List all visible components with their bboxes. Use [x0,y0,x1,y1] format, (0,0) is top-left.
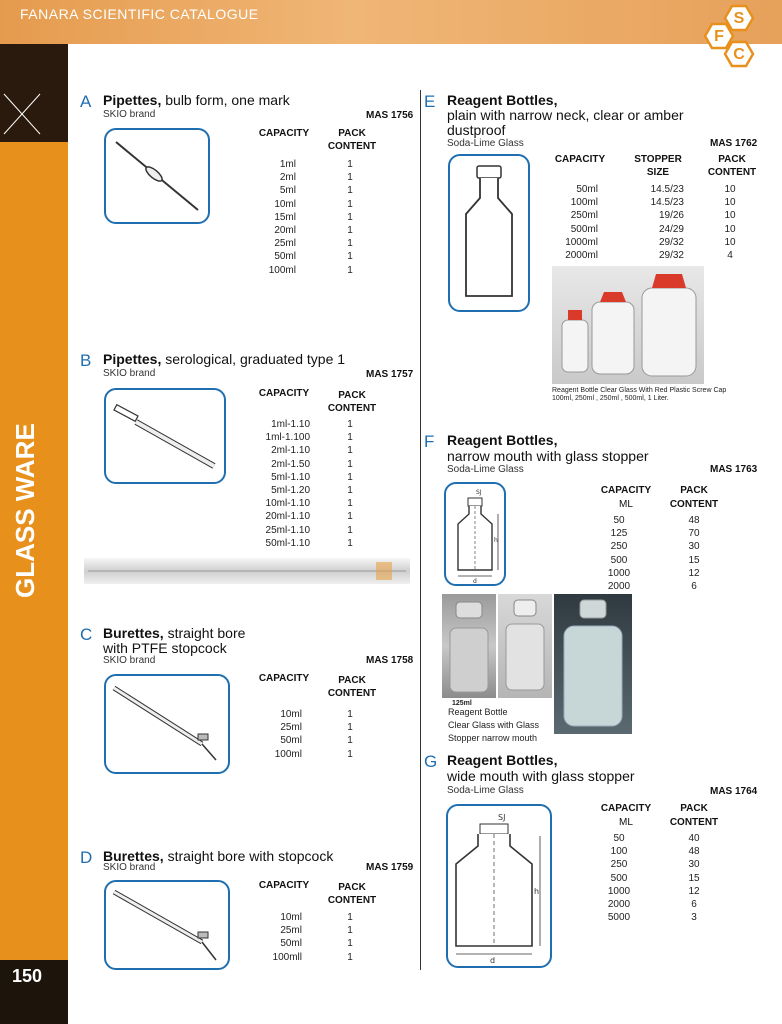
table-cell: 48 [688,515,700,526]
table-cell: 2000 [607,581,631,593]
narrow-bottle-drawing [450,156,528,310]
section-d-brand: SKIO brand [103,862,156,873]
serological-pipette-image [104,388,226,484]
table-cell: 250ml [570,210,598,222]
section-c-capacity-list [240,708,302,761]
section-b-brand: SKIO brand [103,368,156,379]
section-d-col-content: CONTENT [327,895,377,906]
section-b-title-rest: serological, graduated type 1 [161,351,346,367]
table-cell: 1ml-1.100 [265,432,310,444]
narrow-mouth-photo-1 [442,594,496,698]
table-cell: 1 [347,925,353,937]
section-c-title-rest: straight bore [163,625,246,641]
table-cell: 40 [688,833,700,844]
section-e-brand: Soda-Lime Glass [447,138,524,149]
section-c-title [103,625,245,641]
table-cell: 1 [347,225,353,237]
table-cell: 2000ml [565,250,598,262]
photo-2-bottle [498,594,552,698]
section-b-pack-list [340,418,360,550]
table-cell: 50 [613,515,625,526]
table-cell: 500ml [570,223,598,235]
photo-3-bottle [554,594,632,734]
logo-letter-c: C [733,46,745,63]
section-d-pack-list [340,911,360,964]
section-b-title-bold: Pipettes, [103,351,162,367]
table-cell: 1000 [607,885,631,897]
table-cell: 30 [688,859,700,871]
pipette-bulb-image [104,128,210,224]
table-cell: 1 [347,709,353,720]
narrow-mouth-caption-line1: Reagent Bottle [448,707,508,717]
table-cell: 20ml [274,225,296,237]
section-c-col-pack: PACK [338,675,366,686]
section-letter-a: A [80,92,92,111]
section-a-col-pack: PACK [338,128,366,139]
table-cell: 10ml [280,912,302,923]
burette-stopcock-image [104,880,230,970]
sidebar-category-label [10,552,41,598]
table-cell: 1000ml [565,236,598,248]
table-cell: 2000 [607,899,631,911]
dim-label-h: h [534,887,540,896]
table-cell: 1 [347,471,353,483]
table-cell: 6 [691,581,697,593]
section-e-col-size: SIZE [646,167,670,178]
section-f-title-bold: Reagent Bottles, [447,432,558,448]
dim-label-d: d [473,578,477,584]
table-cell: 1ml [279,159,296,170]
section-a-code: MAS 1756 [366,110,414,121]
section-c-title-bold: Burettes, [103,625,164,641]
narrow-mouth-bottle-drawing [446,484,504,584]
table-cell: 25ml [274,238,296,250]
section-e-pack-list [720,183,740,262]
section-c-code: MAS 1758 [366,655,414,666]
section-d-code: MAS 1759 [366,862,414,873]
table-cell: 10 [724,197,736,209]
section-c-col-capacity: CAPACITY [258,673,310,684]
section-a-title-rest: bulb form, one mark [161,92,290,108]
section-f-col-pack: PACK [680,485,708,496]
section-g-brand: Soda-Lime Glass [447,785,524,796]
reagent-bottles-red-cap-photo [552,266,704,384]
table-cell: 1 [347,445,353,457]
section-a-brand: SKIO brand [103,109,156,120]
table-cell: 24/29 [658,223,684,235]
table-cell: 30 [688,541,700,553]
section-letter-d: D [80,848,93,867]
section-e-title-bold: Reagent Bottles, [447,92,558,108]
table-cell: 1 [347,458,353,470]
table-cell: 5ml-1.20 [271,485,310,497]
section-a-col-capacity: CAPACITY [258,128,310,139]
table-cell: 1000 [607,567,631,579]
section-e-col-content: CONTENT [707,167,757,178]
section-e-title-line2: plain with narrow neck, clear or amber [447,107,684,123]
logo-letter-f: F [714,28,724,45]
table-cell: 50ml [274,251,296,263]
table-cell: 10ml-1.10 [265,498,310,510]
dim-label-sj: SJ [476,489,482,496]
section-g-col-pack: PACK [680,803,708,814]
section-b-col-capacity: CAPACITY [258,388,310,399]
section-f-capacity-list [596,514,642,593]
dim-label-d: d [490,956,496,965]
narrow-mouth-caption-line2: Clear Glass with Glass [448,720,540,730]
table-cell: 500 [610,872,628,884]
dim-label-sj: SJ [498,813,506,822]
table-cell: 2ml [279,172,296,184]
table-cell: 29/32 [658,250,684,262]
table-cell: 10ml [280,709,302,720]
table-cell: 50 [613,833,625,844]
section-letter-g: G [424,752,438,771]
photo-label-125ml: 125ml [452,700,472,707]
table-cell: 1 [347,524,353,536]
section-g-capacity-list [596,832,642,924]
table-cell: 1 [347,485,353,497]
section-letter-f: F [424,432,435,451]
bulb-pipette-drawing [106,130,208,222]
section-f-code: MAS 1763 [710,464,758,475]
section-e-col-pack: PACK [718,154,746,165]
section-g-col-content: CONTENT [669,817,719,828]
table-cell: 25ml [280,722,302,734]
wide-mouth-bottle-drawing [448,806,550,966]
red-cap-photo-caption-line2: 100ml, 250ml , 250ml , 500ml, 1 Liter. [552,395,669,402]
section-c-pack-list [340,708,360,761]
section-e-capacity-list [540,183,598,262]
section-e-code: MAS 1762 [710,138,758,149]
table-cell: 1 [347,511,353,523]
table-cell: 1 [347,238,353,250]
table-cell: 5ml-1.10 [271,471,310,483]
burette-ptfe-drawing [106,676,228,772]
table-cell: 50ml [280,938,302,950]
pipette-photo-markings [84,558,410,584]
table-cell: 1 [347,198,353,210]
table-cell: 1 [347,159,353,170]
section-b-title [103,351,345,367]
section-f-title [447,432,557,448]
logo-letter-s: S [733,10,745,27]
section-e-title-line3: dustproof [447,122,506,138]
table-cell: 14.5/23 [650,184,684,195]
section-a-pack-list [340,158,360,277]
table-cell: 12 [688,885,700,897]
table-cell: 50ml [280,735,302,747]
section-letter-e: E [424,92,436,111]
burette-ptfe-image [104,674,230,774]
table-cell: 1 [347,211,353,223]
table-cell: 1 [347,498,353,510]
table-cell: 50ml [576,184,598,195]
section-g-col-capacity: CAPACITY [600,803,652,814]
section-f-brand: Soda-Lime Glass [447,464,524,475]
table-cell: 100 [610,846,628,858]
section-b-col-content: CONTENT [327,403,377,414]
section-e-col-stopper: STOPPER [634,154,682,165]
section-d-col-pack: PACK [338,882,366,893]
table-cell: 1 [347,951,353,963]
table-cell: 1 [347,735,353,747]
catalogue-header-banner [0,0,782,44]
section-e-title [447,92,557,108]
narrow-mouth-photo-3 [554,594,632,734]
section-g-col-ml: ML [619,817,633,828]
table-cell: 15ml [274,211,296,223]
table-cell: 250 [610,541,628,553]
section-a-capacity-list [240,158,296,277]
narrow-mouth-bottle-diagram [444,482,506,586]
section-d-title-rest: straight bore with stopcock [163,848,334,864]
section-g-pack-list [682,832,706,924]
section-c-col-content: CONTENT [327,688,377,699]
page-number: 150 [12,966,43,986]
table-cell: 1 [347,722,353,734]
table-cell: 500 [610,554,628,566]
section-a-col-content: CONTENT [327,141,377,152]
section-b-code: MAS 1757 [366,369,414,380]
table-cell: 1 [347,264,353,276]
section-b-capacity-list [240,418,310,550]
section-d-title-bold: Burettes, [103,848,164,864]
wide-mouth-bottle-diagram [446,804,552,968]
table-cell: 1 [347,748,353,760]
table-cell: 125 [610,528,628,540]
serological-pipette-drawing [106,390,224,482]
section-a-title-bold: Pipettes, [103,92,162,108]
section-f-col-capacity: CAPACITY [600,485,652,496]
table-cell: 1 [347,172,353,184]
photo-1-bottle [442,594,496,698]
table-cell: 2ml-1.50 [271,458,310,470]
narrow-mouth-photo-2 [498,594,552,698]
table-cell: 100mll [272,951,302,963]
dim-label-h: h [494,537,498,544]
table-cell: 10ml [274,198,296,210]
table-cell: 1 [347,938,353,950]
table-cell: 4 [727,250,733,262]
section-e-stopper-list [628,183,684,262]
table-cell: 5000 [607,912,631,924]
table-cell: 1 [347,432,353,444]
reagent-bottle-narrow-image [448,154,530,312]
table-cell: 14.5/23 [650,197,684,209]
table-cell: 25ml [280,925,302,937]
table-cell: 100ml [268,264,296,276]
section-f-col-content: CONTENT [669,499,719,510]
table-cell: 10 [724,223,736,235]
table-cell: 10 [724,184,736,195]
section-b-col-pack: PACK [338,390,366,401]
table-cell: 100ml [570,197,598,209]
table-cell: 19/26 [658,210,684,222]
section-e-col-capacity: CAPACITY [554,154,606,165]
narrow-mouth-caption-line3: Stopper narrow mouth [448,733,538,743]
red-cap-bottles-drawing [552,266,704,384]
table-cell: 12 [688,567,700,579]
table-cell: 3 [691,912,697,924]
section-g-title [447,752,557,768]
table-cell: 15 [688,872,700,884]
section-letter-b: B [80,351,92,370]
table-cell: 250 [610,859,628,871]
section-g-title-line2: wide mouth with glass stopper [447,768,635,784]
sparkle-decoration [0,90,68,150]
section-d-capacity-list [240,911,302,964]
section-c-title-line2: with PTFE stopcock [103,640,227,656]
table-cell: 20ml-1.10 [265,511,310,523]
catalogue-title: FANARA SCIENTIFIC CATALOGUE [20,6,259,22]
table-cell: 15 [688,554,700,566]
table-cell: 70 [688,528,700,540]
section-c-brand: SKIO brand [103,655,156,666]
section-a-title [103,92,290,108]
section-g-code: MAS 1764 [710,786,758,797]
section-f-col-ml: ML [619,499,633,510]
burette-stopcock-drawing [106,882,228,968]
table-cell: 50ml-1.10 [265,537,310,549]
pipette-photo-strip [84,558,410,584]
table-cell: 1 [347,419,353,430]
column-divider [420,90,421,970]
table-cell: 25ml-1.10 [265,524,310,536]
table-cell: 29/32 [658,236,684,248]
section-d-col-capacity: CAPACITY [258,880,310,891]
table-cell: 100ml [274,748,302,760]
table-cell: 10 [724,210,736,222]
table-cell: 1 [347,537,353,549]
table-cell: 1 [347,912,353,923]
section-f-pack-list [682,514,706,593]
section-f-title-line2: narrow mouth with glass stopper [447,448,649,464]
table-cell: 2ml-1.10 [271,445,310,457]
table-cell: 5ml [279,185,296,197]
table-cell: 10 [724,236,736,248]
table-cell: 1 [347,251,353,263]
table-cell: 48 [688,846,700,858]
table-cell: 1ml-1.10 [271,419,310,430]
red-cap-photo-caption-line1: Reagent Bottle Clear Glass With Red Plastic Screw Cap [552,387,727,394]
section-letter-c: C [80,625,93,644]
fsc-logo [684,4,776,70]
table-cell: 1 [347,185,353,197]
section-g-title-bold: Reagent Bottles, [447,752,558,768]
table-cell: 6 [691,899,697,911]
